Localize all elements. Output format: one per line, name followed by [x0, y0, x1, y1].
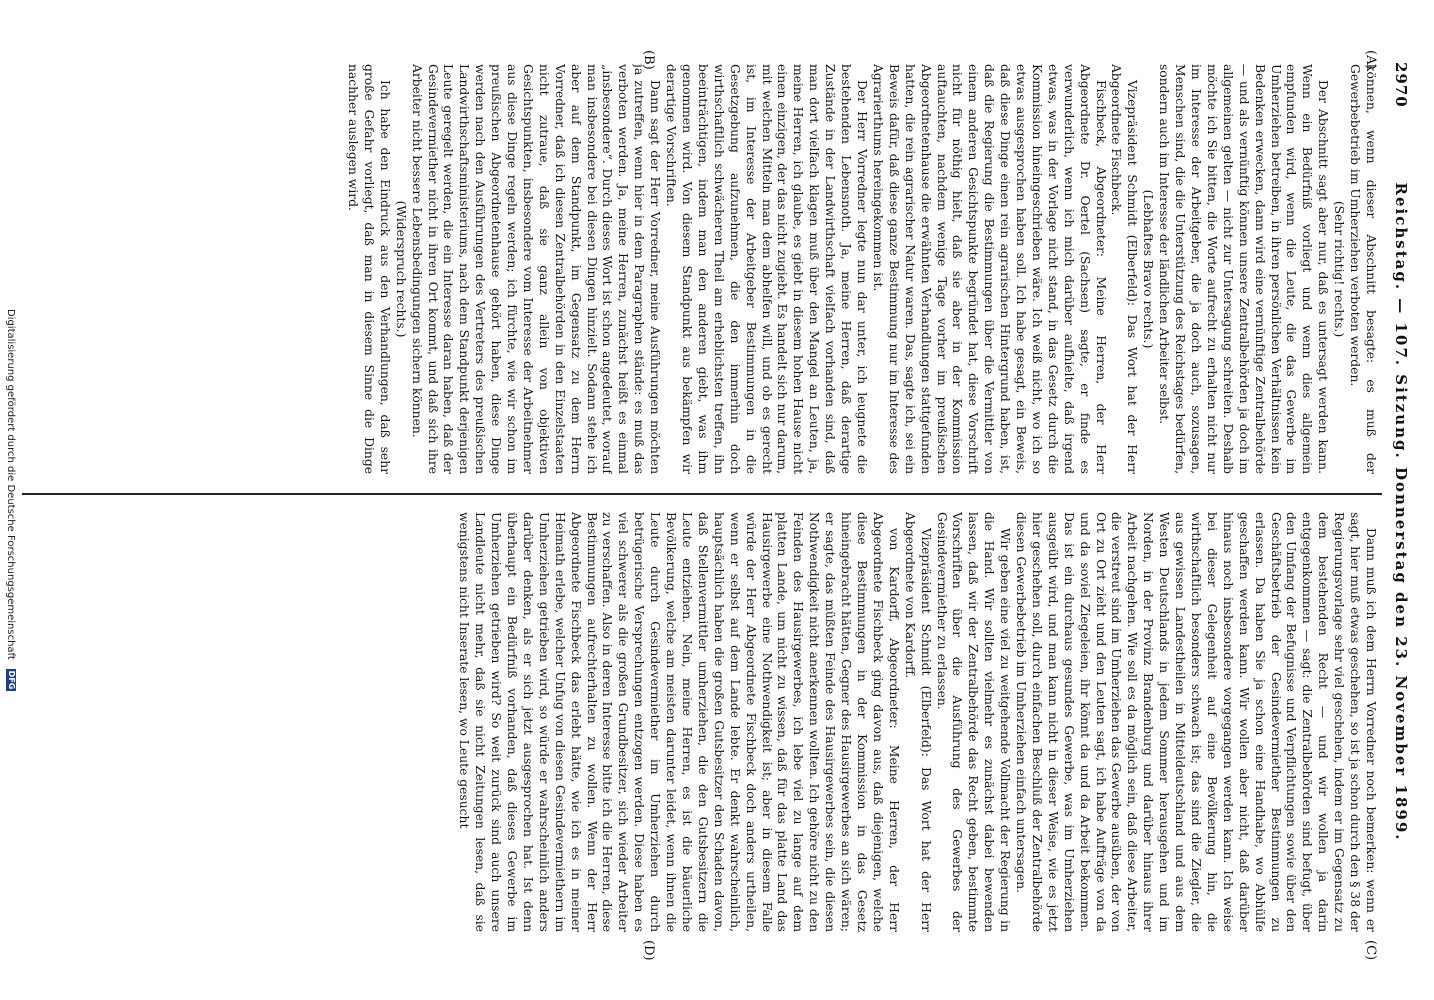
margin-mark-a: (A) — [1363, 50, 1378, 70]
interjection: (Widerspruch rechts.) — [393, 200, 408, 338]
column-divider — [22, 493, 1382, 495]
margin-mark-c: (C) — [1363, 940, 1378, 961]
page-footer — [2, 0, 16, 1000]
right-text-column — [48, 512, 1378, 932]
interjection: (Lebhaftes Bravo rechts.) — [1141, 189, 1156, 349]
paragraph: Der Herr Vorredner legte nun dar unter, ich leugnete die bestehenden Lebensnoth. Ja, meine Herren, daß derartige Zustände in der Landwirthschaft vielfach vorhanden sind, daß man dort vielfach klagen muß über den Mangel an Leuten, ja, meine Herren, ich glaube, es giebt in diesem hohen Hause nicht einen einzigen, der das nicht zugiebt. Es handelt sich nur darum, mit welchen Mitteln man dem abhelfen will, und ob es gerecht ist, im Interesse der Arbeitgeber Bestimmungen in die Gesetzgebung aufzunehmen, die den immerhin doch wirthschaftlich schwächeren Theil am erheblichsten treffen, ihn beeinträchtigen, indem man den anderen giebt, was ihm genommen wird. Von diesem Standpunkt aus bekämpfen wir derartige Vorschriften. — [664, 64, 869, 474]
paragraph: Vizepräsident Schmidt (Elberfeld): Das Wort hat der Herr Abgeordnete Fischbeck. — [1109, 64, 1140, 474]
paragraph: Vizepräsident Schmidt (Elberfeld): Das Wort hat der Herr Abgeordnete von Kardorff. — [902, 512, 933, 932]
margin-mark-b: (B) — [641, 50, 656, 70]
paragraph: Wir geben eine viel zu weitgehende Vollmacht der Regierung in die Hand. Wir sollten vielmehr es zunächst dabei bewenden lassen, daß wir der Zentralbehörde das Recht geben, bestimmte Vorschriften über die Ausführung des Gewerbes der Gesindevermiether zu erlassen. — [934, 512, 1013, 932]
page-header — [1386, 62, 1414, 962]
left-text-column — [48, 64, 1378, 474]
dfg-logo-icon: DFG — [7, 670, 16, 690]
interjection: (Sehr richtig! rechts.) — [1332, 200, 1347, 338]
margin-mark-d: (D) — [641, 940, 656, 961]
footer-credit: Digitalisierung gefördert durch die Deutsche Forschungsgemeinschaft — [5, 308, 16, 660]
paragraph: von Kardorff, Abgeordneter: Meine Herren, der Herr Abgeordnete Fischbeck ging davon aus, daß diejenigen, welche diese Bestimmungen in der Kommission in das Gesetz hineingebracht hätten, Gegner des Hausirgewerbes an sich wären; er sagte, das müßten Feinde des Hausirgewerbes sein, die diesen Nothwendigkeit nicht anerkennen wollten. Ich gehöre nicht zu den Feinden des Hausirgewerbes, ich lebe viel zu lange auf dem platten Lande, um nicht zu wissen, daß für das platte Land das Hausirgewerbe eine Nothwendigkeit ist; aber in diesem Falle würde der Herr Abgeordnete Fischbeck doch anders urtheilen, wenn er selbst auf dem Lande lebte. Er denkt wahrscheinlich, hauptsächlich haben die großen Gutsbesitzer den Schaden davon, daß Stellenvermittler umherziehen, die den Gutsbesitzern die Leute entziehen. Nein, meine Herren, es ist die bäuerliche Bevölkerung, welche am meisten darunter leidet, wenn ihnen die Leute durch Gesindevermiether im Umherziehen durch betrügerische Versprechungen entzogen werden. Diese haben es viel schwerer als die großen Grundbesitzer, sich wieder Arbeiter zu verschaffen. Also in deren Interesse bitte ich die Herren, diese Bestimmungen aufrechterhalten zu wollen. Wenn der Herr Abgeordnete Fischbeck das erlebt hätte, wie ich es in meiner Heimath erlebe, welcher Unfug von diesen Gesindevermiethern im Umherziehen getrieben wird, so würde er wahrscheinlich anders darüber denken, als er sich jetzt ausgesprochen hat. Ist denn überhaupt ein Bedürfniß vorhanden, daß dieses Gewerbe im Umherziehen getrieben wird? So weit zurück sind auch unsere Landleute nicht mehr, daß sie nicht Zeitungen lesen, daß sie wenigstens nicht Inserate lesen, wo Leute gesucht — [457, 512, 901, 932]
paragraph: Ich habe den Eindruck aus den Verhandlungen, daß sehr große Gefahr vorliegt, daß man in diesem Sinne die Dinge nachher auslegen wird. — [346, 64, 392, 474]
paragraph: Der Abschnitt sagt aber nur, daß es untersagt werden kann. Wenn ein Bedürfniß vorliegt und wenn dies allgemein empfunden wird, wenn die Leute, die das Gewerbe im Umherziehen betreiben, in ihren persönlichen Verhältnissen kein Bedenken erwecken, dann wird eine vernünftige Zentralbehörde — und als vernünftig können unsere Zentralbehörden ja doch im allgemeinen gelten — nicht zur Untersagung schreiten. Deshalb möchte ich Sie bitten, die Worte aufrecht zu erhalten nicht nur im Interesse der Arbeitgeber, die ja doch auch, sozusagen, Menschen sind, die die Unterstützung des Reichstages bedürfen, sondern auch im Interesse der ländlichen Arbeiter selbst. — [1157, 64, 1331, 474]
paragraph: Dann sagt der Herr Vorredner, meine Ausführungen möchten ja zutreffen, wenn hier in dem Paragraphen stände: es muß das verboten werden. Ja, meine Herren, zunächst heißt es einmal „insbesondere“. Durch dieses Wort ist schon angedeutet, worauf man insbesondere bei diesen Dingen hinzielt. Sodann stehe ich aber auf dem Standpunkt, im Gegensatz zu dem Herrn Vorredner, daß ich diesen Zentralbehörden in den Einzelstaaten nicht zutraue, daß sie ganz allein von objektiven Gesichtspunkten, insbesondere vom Interesse der Arbeitnehmer aus diese Dinge regeln werden; ich fürchte, wie wir schon im preußischen Abgeordnetenhause gehört haben, diese Dinge werden nach den Ausführungen des Vertreters des preußischen Landwirthschaftsministeriums, nach dem Standpunkt derjenigen Leute geregelt werden, die ein Interesse daran haben, daß der Gesindevermiether nicht in ihren Ort kommt, und daß sich ihre Arbeiter nicht bessere Lebensbedingungen sichern können. — [409, 64, 663, 474]
page-number: 2970 — [1392, 62, 1410, 108]
paragraph: können, wenn dieser Abschnitt besagte: es muß der Gewerbebetrieb im Umherziehen verboten werden. — [1348, 64, 1378, 474]
paragraph: Dann muß ich dem Herrn Vorredner noch bemerken: wenn er sagt, hier muß etwas geschehen, so ist ja schon durch den § 38 der Regierungsvorlage sehr viel geschehen, indem er im Gegensatz zu dem bestehenden Recht — und wir wollen ja darin entgegenkommen — sagt: die Zentralbehörden sind befugt, über den Umfang der Befugnisse und Verpflichtungen sowie über den Geschäftsbetrieb der Gesindevermiether Bestimmungen zu erlassen. Da haben Sie ja schon eine Handhabe, wo Abhülfe geschaffen werden kann. Wir wollen aber nicht, daß darüber hinaus noch insbesondere vorgegangen werden kann. Ich weise bei dieser Gelegenheit auf eine Bevölkerung hin, die wirthschaftlich besonders schwach ist; das sind die Ziegler, die aus gewissen Landestheilen in Mitteldeutschland und aus dem Westen Deutschlands in jedem Sommer herausgehen und im Norden, in der Provinz Brandenburg und darüber hinaus ihrer Arbeit nachgehen. Wie soll es da möglich sein, daß diese Arbeiter, die verstreut sind im Umherziehen das Gewerbe ausüben, der von Ort zu Ort zieht und den Leuten sagt, ich habe Aufträge von da und da soviel Ziegeleien, ihr könnt da und da Arbeit bekommen. Das ist ein durchaus gesundes Gewerbe, was im Umherziehen ausgeübt wird, und man kann nicht in dieser Weise, wie es jetzt hier geschehen soll, durch einfachen Beschluß der Zentralbehörde diesen Gewerbebetrieb im Umherziehen einfach untersagen. — [1014, 512, 1378, 932]
page-title: Reichstag. — 107. Sitzung. Donnerstag den 23. November 1899. — [1392, 182, 1410, 842]
paragraph: Fischbeck, Abgeordneter: Meine Herren, der Herr Abgeordnete Dr. Oertel (Sachsen) sagte, er finde es verwunderlich, wenn ich mich darüber aufhielte, daß irgend etwas, was in der Vorlage nicht stand, in das Gesetz durch die Kommission hineingeschrieben wäre. Ich weiß nicht, wo ich so etwas ausgesprochen haben soll. Ich habe gesagt, ein Beweis, daß diese Dinge einen rein agrarischen Hintergrund haben, ist, daß die Regierung die Bestimmungen über die Vermittler von einem anderen Gesichtspunkte begründet hat, diese Vorschrift nicht für nöthig hielt, daß sie aber in der Kommission auftauchten, nachdem wenige Tage vorher im preußischen Abgeordnetenhause die erwähnten Verhandlungen stattgefunden hatten, die rein agrarischer Natur waren. Das, sagte ich, sei ein Beweis dafür, daß diese ganze Bestimmung nur im Interesse des Agrarierthums hereingekommen ist. — [870, 64, 1108, 474]
